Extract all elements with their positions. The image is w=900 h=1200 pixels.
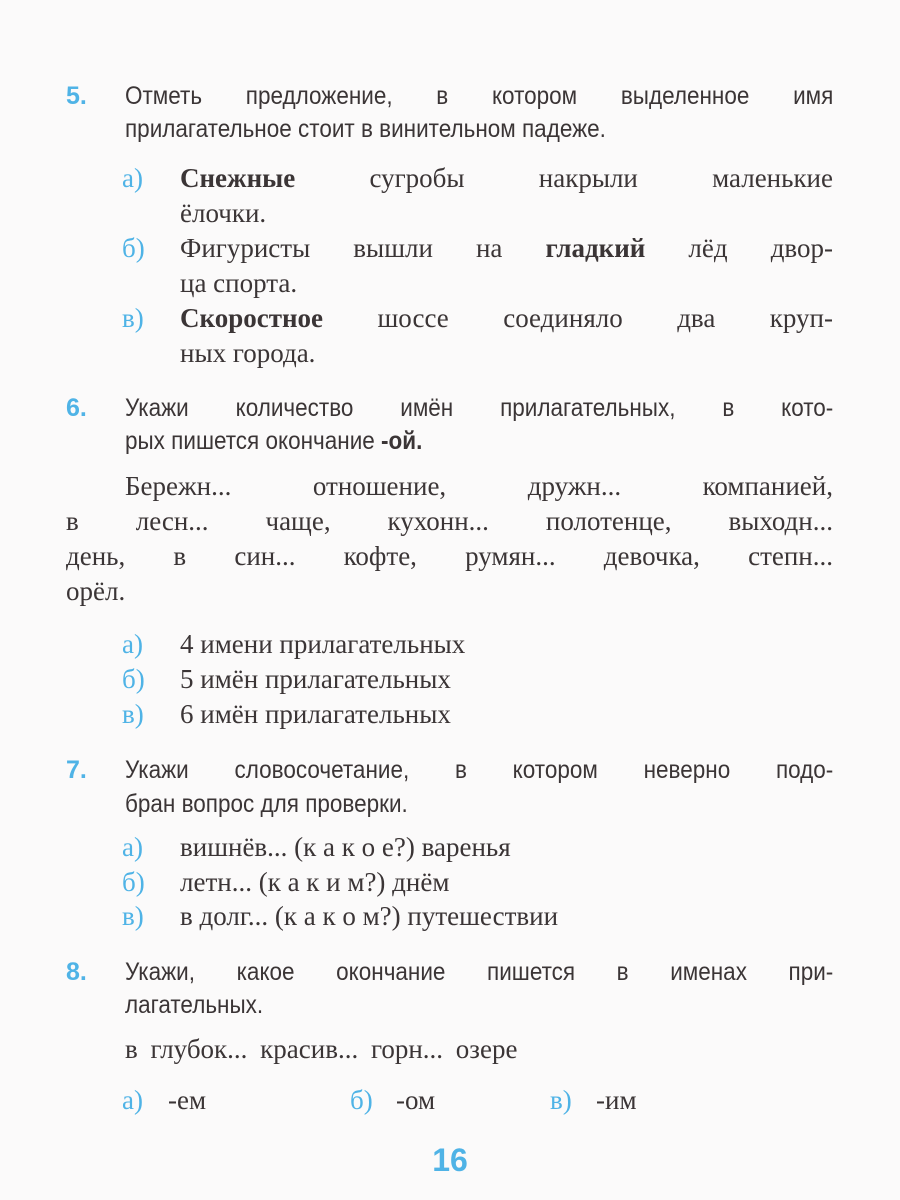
question-number: 8. [66,958,87,986]
option-text: лёд двор- [645,233,833,263]
question-text: бран вопрос для проверки. [125,790,408,818]
option-b[interactable]: 5 имён прилагательных [180,664,451,694]
option-label[interactable]: в) [122,699,144,729]
option-c[interactable]: 6 имён прилагательных [180,699,451,729]
passage-line: орёл. [66,576,126,606]
option-text: ёлочки. [180,198,267,228]
passage-line: в лесн... чаще, кухонн... полотенце, выходн... [66,506,833,536]
option-a[interactable]: вишнёв... (к а к о е?) варенья [180,832,511,862]
option-a[interactable]: 4 имени прилагательных [180,629,466,659]
option-c[interactable]: в долг... (к а к о м?) путешествии [180,901,559,931]
option-c[interactable] [180,301,833,335]
passage-line: день, в син... кофте, румян... девочка, степн... [66,541,833,571]
option-text: ных города. [180,338,316,368]
option-b[interactable] [180,231,833,265]
question-text: Отметь предложение, в котором выделенное имя [125,82,834,110]
option-text: шоссе соединяло два круп- [323,303,833,333]
option-label[interactable]: а) [122,1085,143,1115]
option-label[interactable]: б) [122,233,145,263]
option-b[interactable]: летн... (к а к и м?) днём [180,867,450,897]
question-number: 5. [66,82,87,110]
page-number: 16 [432,1142,468,1178]
option-b[interactable]: -ом [396,1085,436,1115]
option-text: Фигуристы вышли на [180,233,546,263]
passage-line: Бережн... отношение, дружн... компанией, [125,471,833,501]
question-text: лагательных. [125,991,264,1019]
ending-highlight: -ой. [381,427,423,455]
question-number: 6. [66,394,87,422]
option-label[interactable]: б) [122,867,145,897]
option-label[interactable]: б) [122,664,145,694]
option-label[interactable]: в) [122,303,144,333]
option-label[interactable]: а) [122,629,143,659]
question-text: Укажи словосочетание, в котором неверно подо- [125,756,834,784]
option-label[interactable]: в) [122,901,144,931]
option-c[interactable]: -им [596,1085,637,1115]
question-text [125,424,422,458]
option-label[interactable]: а) [122,163,143,193]
question-text: Укажи количество имён прилагательных, в кото- [125,394,834,422]
question-text: Укажи, какое окончание пишется в именах при- [125,958,834,986]
option-a[interactable] [180,161,833,195]
option-a[interactable]: -ем [168,1085,207,1115]
option-text: ца спорта. [180,268,298,298]
question-text: прилагательное стоит в винительном падеже. [125,115,606,143]
option-label[interactable]: а) [122,832,143,862]
option-label[interactable]: в) [550,1085,572,1115]
question-text-part: рых пишется окончание [125,427,382,455]
highlighted-adjective: гладкий [545,233,646,263]
option-label[interactable]: б) [350,1085,373,1115]
option-text: сугробы накрыли маленькие [295,163,833,193]
highlighted-adjective: Снежные [180,163,296,193]
question-number: 7. [66,756,87,784]
highlighted-adjective: Скоростное [180,303,324,333]
word-phrase: в глубок... красив... горн... озере [125,1034,518,1064]
